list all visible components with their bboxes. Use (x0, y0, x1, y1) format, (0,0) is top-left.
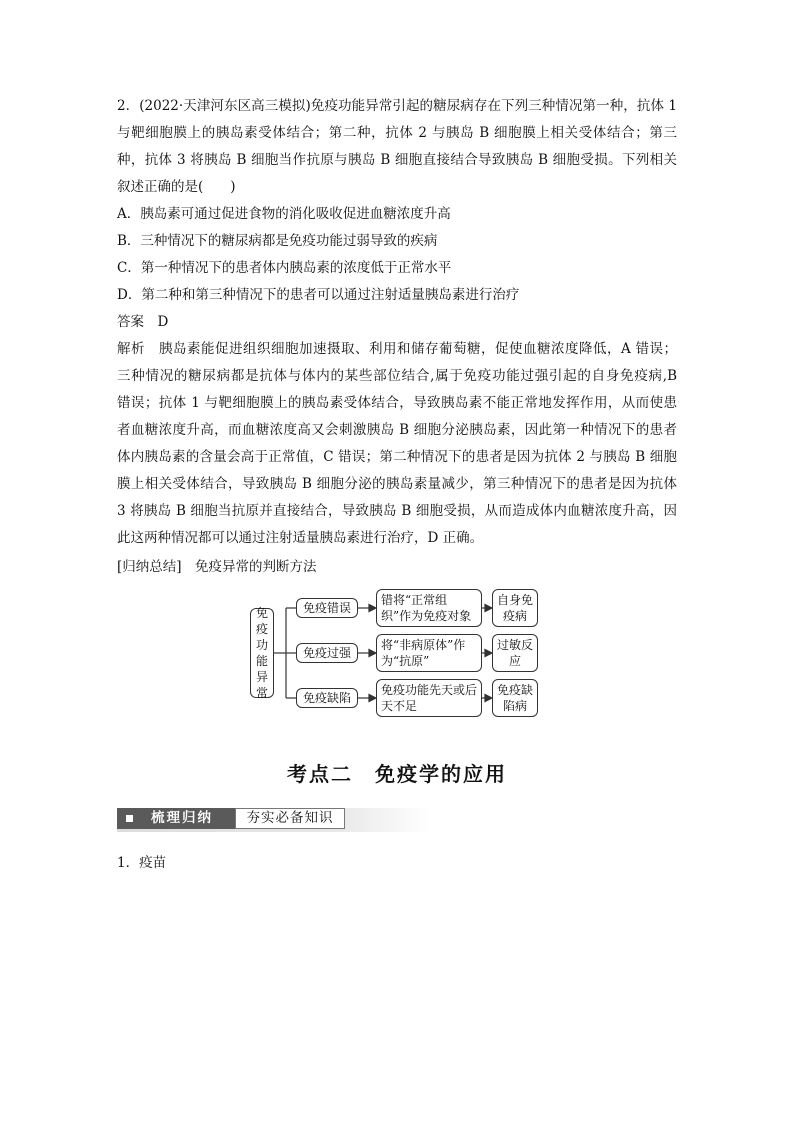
square-icon (126, 815, 133, 822)
answer-line: 答案 D (117, 314, 169, 330)
item-heading: 1．疫苗 (117, 855, 167, 871)
banner-left-label-box (117, 808, 235, 829)
question-line-2: 与靶细胞膜上的胰岛素受体结合；第二种，抗体 2 与胰岛 B 细胞膜上相关受体结合；第三 (117, 125, 677, 141)
option-c: C．第一种情况下的患者体内胰岛素的浓度低于正常水平 (117, 260, 452, 276)
diagram-root-box: 免疫功能异常 (250, 608, 274, 698)
section-title: 考点二 免疫学的应用 (287, 762, 507, 786)
option-b: B．三种情况下的糖尿病都是免疫功能过弱导致的疾病 (117, 233, 438, 249)
analysis-line-6: 膜上相关受体结合，导致胰岛 B 细胞分泌的胰岛素量减少，第三种情况下的患者是因为抗体 (117, 476, 677, 492)
question-line-4: 叙述正确的是( ) (117, 179, 236, 195)
diagram-category-2: 免疫过强 (296, 643, 358, 663)
diagram-description-2: 将“非病原体”作为“抗原” (376, 634, 482, 672)
section-banner (117, 808, 431, 832)
analysis-line-8: 此这两种情况都可以通过注射适量胰岛素进行治疗，D 正确。 (117, 530, 484, 546)
diagram-result-2: 过敏反应 (492, 634, 538, 672)
option-a: A．胰岛素可通过促进食物的消化吸收促进血糖浓度升高 (117, 206, 451, 222)
diagram-category-3: 免疫缺陷 (296, 688, 358, 708)
question-line-1: 2．(2022·天津河东区高三模拟)免疫功能异常引起的糖尿病存在下列三种情况第一种，抗体 1 (117, 98, 677, 114)
option-d: D．第二种和第三种情况下的患者可以通过注射适量胰岛素进行治疗 (117, 287, 520, 303)
banner-right-label: 夯实必备知识 (235, 808, 345, 829)
banner-left-label: 梳理归纳 (151, 810, 213, 826)
analysis-line-1: 解析 胰岛素能促进组织细胞加速摄取、利用和储存葡萄糖，促使血糖浓度降低，A 错误； (117, 341, 677, 357)
analysis-line-4: 者血糖浓度升高，而血糖浓度高又会刺激胰岛 B 细胞分泌胰岛素，因此第一种情况下的患者 (117, 422, 677, 438)
diagram-result-3: 免疫缺陷病 (492, 679, 538, 717)
immune-abnormality-diagram (250, 586, 550, 722)
diagram-description-3: 免疫功能先天或后天不足 (376, 679, 482, 717)
question-line-3: 种，抗体 3 将胰岛 B 细胞当作抗原与胰岛 B 细胞直接结合导致胰岛 B 细胞受损。下列相关 (117, 152, 677, 168)
analysis-line-7: 3 将胰岛 B 细胞当抗原并直接结合，导致胰岛 B 细胞受损，从而造成体内血糖浓度升高，因 (117, 503, 677, 519)
analysis-line-5: 体内胰岛素的含量会高于正常值，C 错误；第二种情况下的患者是因为抗体 2 与胰岛 B 细胞 (117, 449, 677, 465)
analysis-line-2: 三种情况的糖尿病都是抗体与体内的某些部位结合,属于免疫功能过强引起的自身免疫病,B (117, 368, 677, 384)
diagram-description-1: 错将“正常组织”作为免疫对象 (376, 589, 482, 627)
diagram-result-1: 自身免疫病 (492, 589, 538, 627)
analysis-line-3: 错误；抗体 1 与靶细胞膜上的胰岛素受体结合，导致胰岛素不能正常地发挥作用，从而使患 (117, 395, 677, 411)
diagram-category-1: 免疫错误 (296, 598, 358, 618)
summary-heading: [归纳总结] 免疫异常的判断方法 (117, 559, 317, 575)
